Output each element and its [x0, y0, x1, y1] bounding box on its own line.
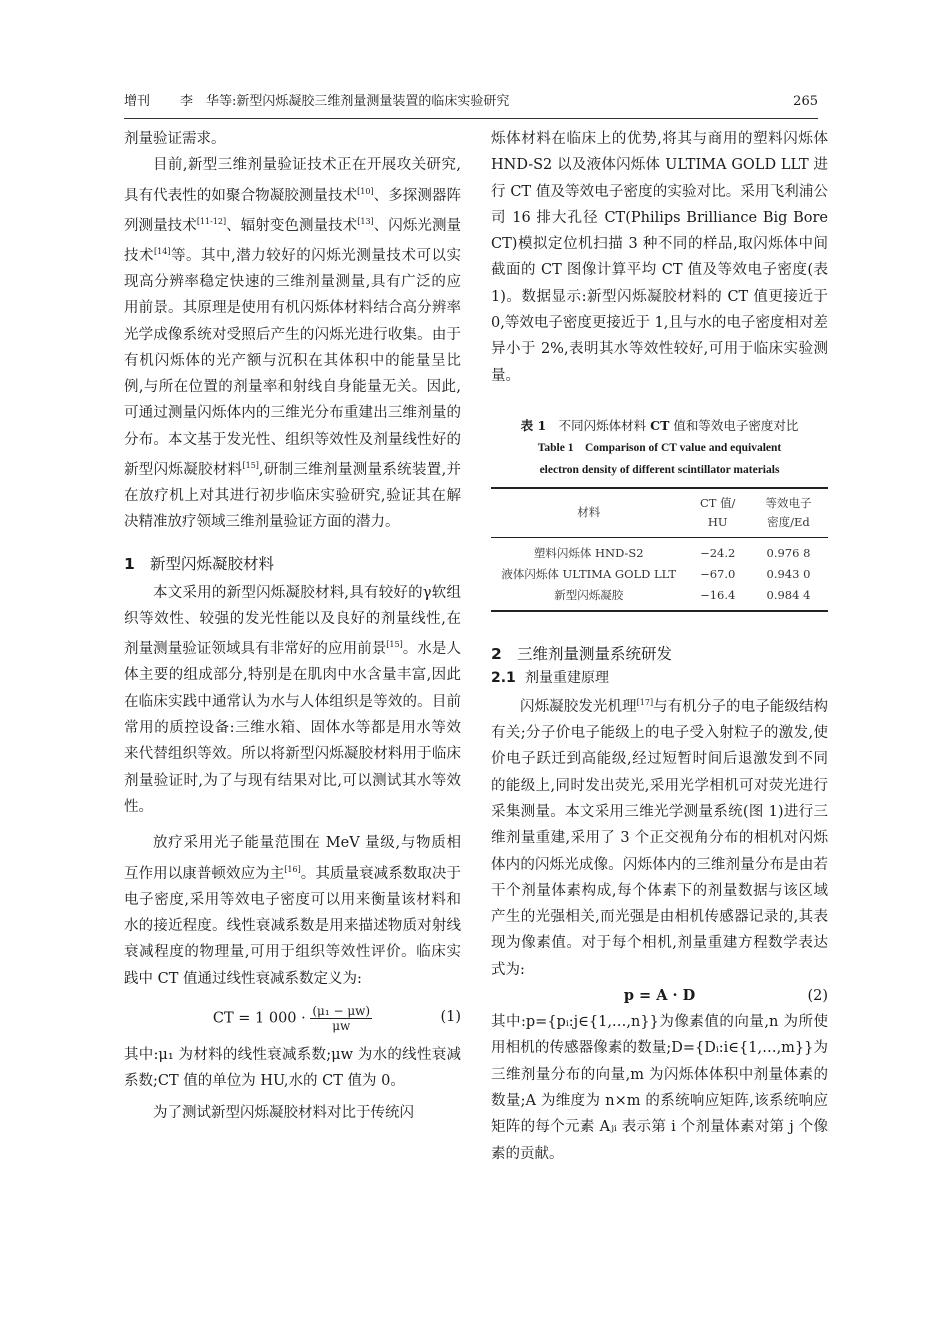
table-cell-material: 新型闪烁凝胶: [554, 587, 624, 602]
citation: [13]: [357, 216, 374, 226]
paragraph-test-start: 为了测试新型闪烁凝胶材料对比于传统闪: [153, 1105, 414, 1122]
table-caption-cn: 表 1 不同闪烁体材料 CT 值和等效电子密度对比: [520, 417, 799, 433]
table-cell-ct: −67.0: [700, 566, 736, 581]
table-header-density: 等效电子 密度/Ed: [765, 495, 812, 529]
paragraph-comparison: 烁体材料在临床上的优势,将其与商用的塑料闪烁体 HND-S2 以及液体闪烁体 ULTIMA GOLD LLT 进行 CT 值及等效电子密度的实验对比。采用飞利浦公司 16 排大孔径 CT(Philips Brilliance Big Bore CT)模拟定位机扫描 3 种不同的样品,取闪烁体中间截面的 CT 图像计算平均 CT 值及等效电子密度(表 1)。数据显示:新型闪烁凝胶材料的 CT 值更接近于 0,等效电子密度更接近于 1,且与水的电子密度相对差异小于 2%,表明其水等效性较好,可用于临床实验测量。: [491, 131, 828, 384]
equation-1-numerator: (μ₁ − μw): [312, 1003, 371, 1018]
equation-2: [491, 983, 828, 1009]
page-number: 265: [793, 94, 818, 109]
section-heading-1: 1 新型闪烁凝胶材料: [124, 554, 275, 573]
journal-issue-label: 增刊: [124, 94, 151, 109]
table-row: [491, 585, 828, 611]
paragraph-attenuation: 放疗采用光子能量范围在 MeV 量级,与物质相互作用以康普顿效应为主[16]。其质量衰减系数取决于电子密度,采用等效电子密度可以用来衡量该材料和水的接近程度。线性衰减系数是用来描述物质对射线衰减程度的物理量,可用于组织等效性评价。临床实践中 CT 值通过线性衰减系数定义为:: [124, 835, 462, 987]
table-caption-en-2: electron density of different scintillator materials: [539, 463, 780, 476]
table-cell-material: 液体闪烁体 ULTIMA GOLD LLT: [501, 566, 677, 581]
equation-2-number: (2): [807, 988, 828, 1005]
table-header-ct: CT 值/ HU: [699, 495, 736, 529]
header-rule: [124, 118, 818, 119]
paragraph-where-2: 其中:p={pᵢ:j∈{1,…,n}}为像素值的向量,n 为所使用相机的传感器像素的数量;D={Dᵢ:i∈{1,…,m}}为三维剂量分布的向量,m 为闪烁体体积中剂量体素的数量;A 为维度为 n×m 的系统响应矩阵,该系统响应矩阵的每个元素 Aⱼᵢ 表示第 i 个剂量体素对第 j 个像素的贡献。: [491, 1014, 828, 1162]
table-caption-en-1: Table 1 Comparison of CT value and equivalent: [537, 441, 782, 454]
right-column: [491, 126, 828, 1167]
equation-1-fraction: [310, 1004, 372, 1033]
left-column: [124, 126, 461, 1127]
equation-1: [124, 998, 461, 1042]
paragraph-intro: 目前,新型三维剂量验证技术正在开展攻关研究,具有代表性的如聚合物凝胶测量技术[10]、多探测器阵列测量技术[11-12]、辐射变色测量技术[13]、闪烁光测量技术[14]等。其中,潜力较好的闪烁光测量技术可以实现高分辨率稳定快速的三维剂量测量,具有广泛的应用前景。其原理是使用有机闪烁体材料结合高分辨率光学成像系统对受照后产生的闪烁光进行收集。由于有机闪烁体的光产额与沉积在其体积中的能量呈比例,与所在位置的剂量率和射线自身能量无关。因此,可通过测量闪烁体内的三维光分布重建出三维剂量的分布。本文基于发光性、组织等效性及剂量线性好的新型闪烁凝胶材料[15],研制三维剂量测量系统装置,并在放疗机上对其进行初步临床实验研究,验证其在解决精准放疗领域三维剂量验证方面的潜力。: [124, 157, 462, 531]
equation-1-denominator: μw: [332, 1018, 351, 1033]
paragraph-continuation: 剂量验证需求。: [124, 131, 226, 147]
running-header: [124, 93, 818, 115]
citation: [15]: [386, 640, 403, 650]
citation: [14]: [154, 246, 171, 256]
equation-2-body: p = A · D: [623, 987, 696, 1005]
equation-1-number: (1): [440, 1008, 461, 1025]
citation: [10]: [357, 186, 374, 196]
paragraph-material: 本文采用的新型闪烁凝胶材料,具有较好的γ软组织等效性、较强的发光性能以及良好的剂量线性,在剂量测量验证领域具有非常好的应用前景[15]。水是人体主要的组成部分,特别是在肌肉中水含量丰富,因此在临床实践中通常认为水与人体组织是等效的。目前常用的质控设备:三维水箱、固体水等都是用水等效来代替组织等效。所以将新型闪烁凝胶材料用于临床剂量验证时,为了与现有结果对比,可以测试其水等效性。: [124, 584, 462, 815]
table-cell-material: 塑料闪烁体 HND-S2: [533, 545, 644, 560]
citation: [17]: [636, 697, 654, 707]
table-cell-density: 0.984 4: [766, 587, 811, 602]
table-cell-density: 0.943 0: [766, 566, 811, 581]
table-header-material: 材料: [577, 505, 601, 520]
citation: [16]: [284, 864, 301, 874]
table-row: [491, 564, 828, 585]
running-title: 李 华等:新型闪烁凝胶三维剂量测量装置的临床实验研究: [180, 94, 510, 109]
table-cell-ct: −16.4: [700, 587, 736, 602]
table-row: [491, 537, 828, 564]
comparison-table: [491, 487, 828, 612]
citation: [15]: [242, 461, 259, 471]
table-cell-ct: −24.2: [700, 545, 736, 560]
equation-1-lhs: CT = 1 000 ·: [212, 1010, 306, 1027]
citation: [11-12]: [196, 216, 227, 226]
section-heading-2: 2 三维剂量测量系统研发: [491, 644, 673, 663]
paragraph-reconstruction: 闪烁凝胶发光机理[17]与有机分子的电子能级结构有关;分子价电子能级上的电子受入射粒子的激发,使价电子跃迁到高能级,经过短暂时间后退激发到不同的能级上,同时发出荧光,采用光学相机可对荧光进行采集测量。本文采用三维光学测量系统(图 1)进行三维剂量重建,采用了 3 个正交视角分布的相机对闪烁体内的闪烁光成像。闪烁体内的三维剂量分布是由若干个剂量体素构成,每个体素下的剂量数据与该区域产生的光强相关,而光强是由相机传感器记录的,其表现为像素值。对于每个相机,剂量重建方程数学表达式为:: [491, 697, 829, 978]
paragraph-where-1: 其中:μ₁ 为材料的线性衰减系数;μw 为水的线性衰减系数;CT 值的单位为 HU,水的 CT 值为 0。: [124, 1046, 461, 1090]
table-header-row: [491, 488, 828, 538]
table-cell-density: 0.976 8: [766, 545, 811, 560]
subsection-heading-2-1: 2.1 剂量重建原理: [491, 669, 609, 686]
